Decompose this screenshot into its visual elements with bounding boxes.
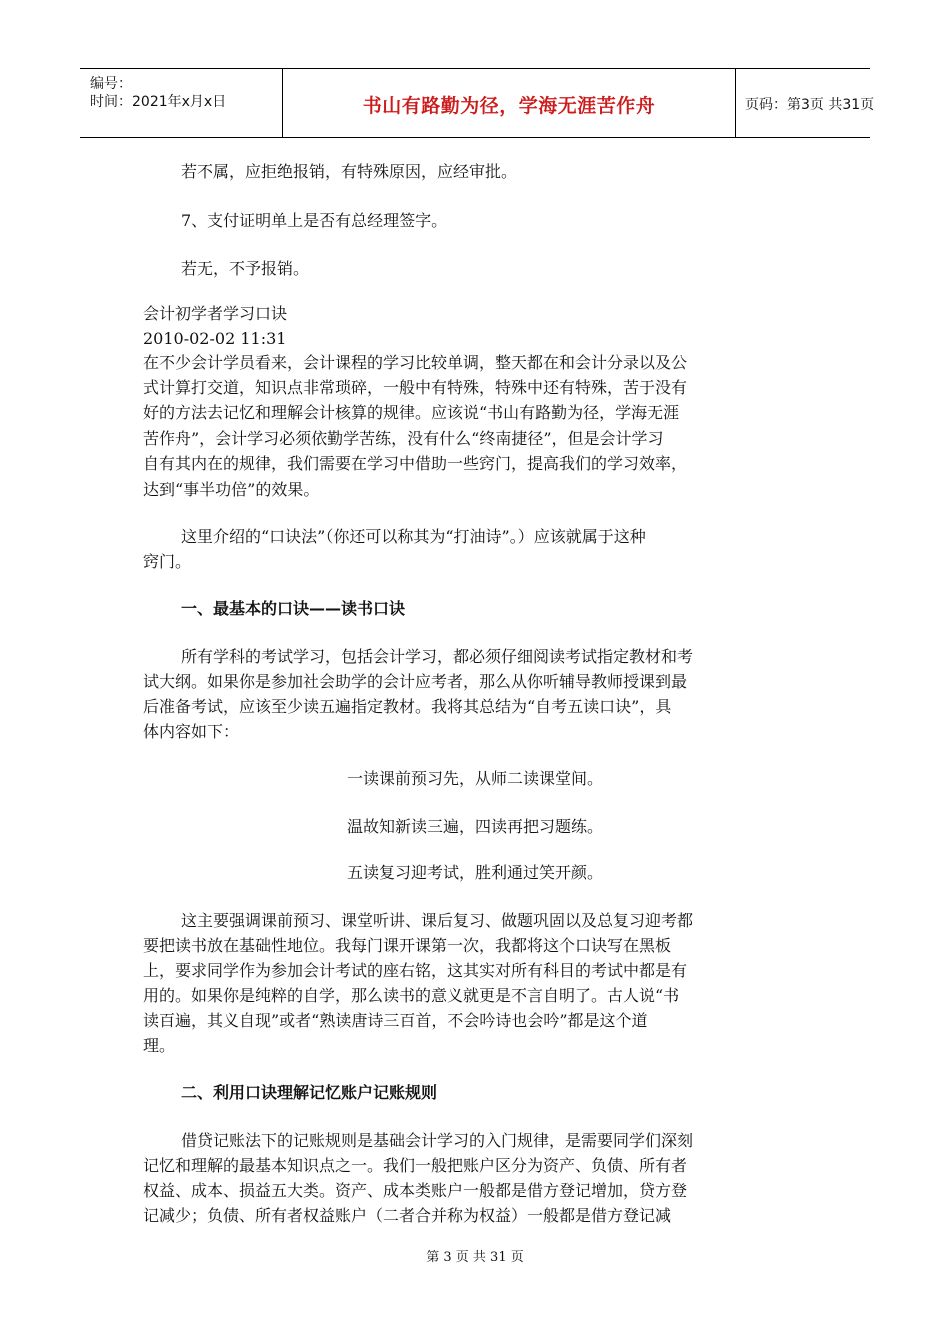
intro-line: 好的方法去记忆和理解会计核算的规律。应该说“书山有路勤为径，学海无涯	[143, 403, 680, 422]
intro-line: 苦作舟”，会计学习必须依勤学苦练，没有什么“终南捷径”，但是会计学习	[143, 429, 664, 448]
section1-line: 体内容如下：	[143, 722, 240, 741]
page-footer: 第 3 页 共 31 页	[426, 1250, 524, 1265]
poem-line: 温故知新读三遍，四读再把习题练。	[346, 817, 603, 836]
explain-line: 用的。如果你是纯粹的自学，那么读书的意义就更是不言自明了。古人说“书	[143, 986, 680, 1005]
method-line: 这里介绍的“口诀法”（你还可以称其为“打油诗”。）应该就属于这种	[181, 527, 646, 546]
intro-line: 自有其内在的规律，我们需要在学习中借助一些窍门，提高我们的学习效率，	[143, 454, 688, 473]
header-motto-cell	[282, 69, 736, 137]
explain-line: 读百遍，其义自现”或者“熟读唐诗三百首，不会吟诗也会吟”都是这个道	[143, 1011, 648, 1030]
header-page-code: 页码：第3页 共31页	[745, 97, 875, 113]
explain-line: 上，要求同学作为参加会计考试的座右铭，这其实对所有科目的考试中都是有	[143, 961, 688, 980]
method-line: 窍门。	[143, 552, 192, 571]
section2-line: 记忆和理解的最基本知识点之一。我们一般把账户区分为资产、负债、所有者	[143, 1156, 688, 1175]
intro-line: 式计算打交道，知识点非常琐碎，一般中有特殊，特殊中还有特殊，苦于没有	[143, 378, 688, 397]
header-page-cell	[735, 69, 875, 137]
section1-line: 后准备考试，应该至少读五遍指定教材。我将其总结为“自考五读口诀”，具	[143, 697, 672, 716]
explain-line: 这主要强调课前预习、课堂听讲、课后复习、做题巩固以及总复习迎考都	[181, 911, 694, 930]
document-time-label: 时间：2021年x月x日	[90, 94, 227, 110]
paragraph: 若不属，应拒绝报销，有特殊原因，应经审批。	[181, 162, 518, 181]
page-header	[80, 68, 875, 138]
paragraph: 7、支付证明单上是否有总经理签字。	[181, 211, 448, 230]
section1-line: 所有学科的考试学习，包括会计学习，都必须仔细阅读考试指定教材和考	[181, 647, 694, 666]
section2-line: 记减少；负债、所有者权益账户（二者合并称为权益）一般都是借方登记减	[143, 1206, 672, 1225]
article-date: 2010-02-02 11:31	[143, 329, 287, 348]
explain-line: 理。	[143, 1036, 176, 1055]
poem-line: 五读复习迎考试，胜利通过笑开颜。	[346, 863, 603, 882]
section-heading: 二、利用口诀理解记忆账户记账规则	[181, 1083, 438, 1102]
intro-line: 在不少会计学员看来，会计课程的学习比较单调，整天都在和会计分录以及公	[143, 353, 688, 372]
section1-line: 试大纲。如果你是参加社会助学的会计应考者，那么从你听辅导教师授课到最	[143, 672, 688, 691]
document-number-label: 编号：	[90, 76, 132, 92]
poem-line: 一读课前预习先，从师二读课堂间。	[346, 769, 603, 788]
explain-line: 要把读书放在基础性地位。我每门课开课第一次，我都将这个口诀写在黑板	[143, 936, 672, 955]
header-motto: 书山有路勤为径，学海无涯苦作舟	[362, 95, 656, 117]
section2-line: 借贷记账法下的记账规则是基础会计学习的入门规律，是需要同学们深刻	[181, 1131, 694, 1150]
section2-line: 权益、成本、损益五大类。资产、成本类账户一般都是借方登记增加，贷方登	[143, 1181, 688, 1200]
article-title: 会计初学者学习口诀	[143, 304, 288, 323]
section-heading: 一、最基本的口诀——读书口诀	[181, 599, 406, 618]
paragraph: 若无，不予报销。	[181, 259, 310, 278]
intro-line: 达到“事半功倍”的效果。	[143, 480, 320, 499]
header-meta-cell	[80, 69, 282, 137]
